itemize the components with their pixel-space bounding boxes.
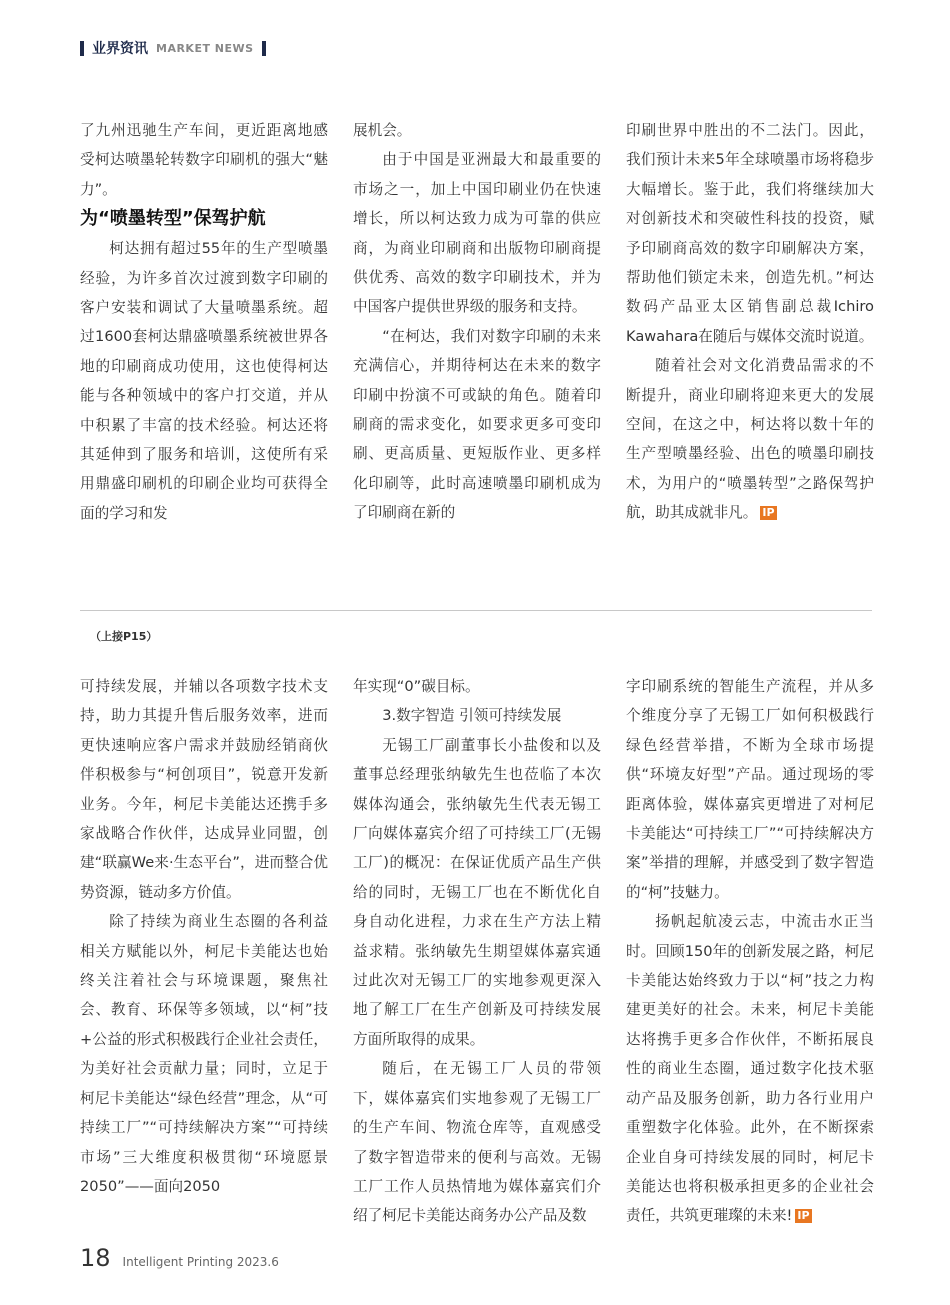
paragraph: 印刷世界中胜出的不二法门。因此，我们预计未来5年全球喷墨市场将稳步大幅增长。鉴于此，我们将继续加大对创新技术和突破性科技的投资，赋予印刷商高效的数字印刷解决方案，帮助他们锁定未来，创造先机。”柯达数码产品亚太区销售副总裁Ichiro Kawahara在随后与媒体交流时说道。 bbox=[626, 122, 874, 345]
subsection-heading: 3.数字智造 引领可持续发展 bbox=[382, 707, 562, 725]
paragraph: 了九州迅驰生产车间，更近距离地感受柯达喷墨轮转数字印刷机的强大“魅力”。 bbox=[80, 122, 328, 198]
section-title: 业界资讯 bbox=[92, 41, 148, 57]
section-subtitle: MARKET NEWS bbox=[156, 41, 254, 55]
magazine-issue: Intelligent Printing 2023.6 bbox=[122, 1255, 279, 1269]
paragraph: 随后，在无锡工厂人员的带领下，媒体嘉宾们实地参观了无锡工厂的生产车间、物流仓库等，直观感受了数字智造带来的便利与高效。无锡工厂工作人员热情地为媒体嘉宾们介绍了柯尼卡美能达商务办公产品及数 bbox=[353, 1060, 601, 1225]
paragraph: 无锡工厂副董事长小盐俊和以及董事总经理张纳敏先生也莅临了本次媒体沟通会，张纳敏先生代表无锡工厂向媒体嘉宾介绍了可持续工厂(无锡工厂)的概况：在保证优质产品生产供给的同时，无锡工厂也在不断优化自身自动化进程，力求在生产方法上精益求精。张纳敏先生期望媒体嘉宾通过此次对无锡工厂的实地参观更深入地了解工厂在生产创新及可持续发展方面所取得的成果。 bbox=[353, 736, 601, 1048]
bottom-column-1 bbox=[80, 672, 328, 1201]
bottom-column-2 bbox=[353, 672, 601, 1231]
top-column-3 bbox=[626, 116, 874, 528]
section-divider bbox=[80, 610, 872, 611]
header-bar-right bbox=[262, 41, 266, 56]
paragraph: 由于中国是亚洲最大和最重要的市场之一，加上中国印刷业仍在快速增长，所以柯达致力成为可靠的供应商，为商业印刷商和出版物印刷商提供优秀、高效的数字印刷技术，并为中国客户提供世界级的服务和支持。 bbox=[353, 151, 601, 316]
header-bar-left bbox=[80, 41, 84, 56]
paragraph: 字印刷系统的智能生产流程，并从多个维度分享了无锡工厂如何积极践行绿色经营举措，不断为全球市场提供“环境友好型”产品。通过现场的零距离体验，媒体嘉宾更增进了对柯尼卡美能达“可持续工厂”“可持续解决方案”举措的理解，并感受到了数字智造的“柯”技魅力。 bbox=[626, 678, 874, 901]
bottom-column-3 bbox=[626, 672, 874, 1231]
continued-from-label: （上接P15） bbox=[90, 630, 158, 643]
page-number: 18 bbox=[80, 1244, 111, 1272]
paragraph bbox=[626, 907, 874, 1230]
paragraph: 可持续发展，并辅以各项数字技术支持，助力其提升售后服务效率，进而更快速响应客户需求并鼓励经销商伙伴积极参与“柯创项目”，锐意开发新业务。今年，柯尼卡美能达还携手多家战略合作伙伴，达成异业同盟，创建“联赢We来·生态平台”，进而整合优势资源，链动多方价值。 bbox=[80, 678, 328, 901]
paragraph: “在柯达，我们对数字印刷的未来充满信心，并期待柯达在未来的数字印刷中扮演不可或缺的角色。随着印刷商的需求变化，如要求更多可变印刷、更高质量、更短版作业、更多样化印刷等，此时高速喷墨印刷机成为了印刷商在新的 bbox=[353, 327, 601, 522]
top-column-2 bbox=[353, 116, 601, 528]
paragraph: 展机会。 bbox=[353, 122, 412, 139]
paragraph: 年实现“0”碳目标。 bbox=[353, 678, 480, 695]
ip-logo-icon: IP bbox=[797, 1209, 810, 1223]
top-column-1 bbox=[80, 116, 328, 528]
paragraph-text: 扬帆起航凌云志，中流击水正当时。回顾150年的创新发展之路，柯尼卡美能达始终致力于以“柯”技之力构建更美好的社会。未来，柯尼卡美能达将携手更多合作伙伴，不断拓展良性的商业生态圈，通过数字化技术驱动产品及服务创新，助力各行业用户重塑数字化体验。此外，在不断探索企业自身可持续发展的同时，柯尼卡美能达也将积极承担更多的企业社会责任，共筑更璀璨的未来! bbox=[626, 913, 874, 1225]
article-subheading: 为“喷墨转型”保驾护航 bbox=[80, 208, 266, 230]
paragraph: 柯达拥有超过55年的生产型喷墨经验，为许多首次过渡到数字印刷的客户安装和调试了大量喷墨系统。超过1600套柯达鼎盛喷墨系统被世界各地的印刷商成功使用，这也使得柯达能与各种领域中的客户打交道，并从中积累了丰富的技术经验。柯达还将其延伸到了服务和培训，这使所有采用鼎盛印刷机的印刷企业均可获得全面的学习和发 bbox=[80, 240, 328, 522]
page-footer bbox=[80, 1244, 279, 1278]
paragraph-text: 随着社会对文化消费品需求的不断提升，商业印刷将迎来更大的发展空间，在这之中，柯达将以数十年的生产型喷墨经验、出色的喷墨印刷技术，为用户的“喷墨转型”之路保驾护航，助其成就非凡。 bbox=[626, 357, 874, 522]
paragraph: 除了持续为商业生态圈的各利益相关方赋能以外，柯尼卡美能达也始终关注着社会与环境课题，聚焦社会、教育、环保等多领域，以“柯”技+公益的形式积极践行企业社会责任，为美好社会贡献力量；同时，立足于柯尼卡美能达“绿色经营”理念，从“可持续工厂”“可持续解决方案”“可持续市场”三大维度积极贯彻“环境愿景2050”——面向2050 bbox=[80, 913, 328, 1195]
ip-logo-icon: IP bbox=[762, 506, 775, 520]
paragraph bbox=[626, 351, 874, 527]
section-header bbox=[80, 38, 266, 58]
